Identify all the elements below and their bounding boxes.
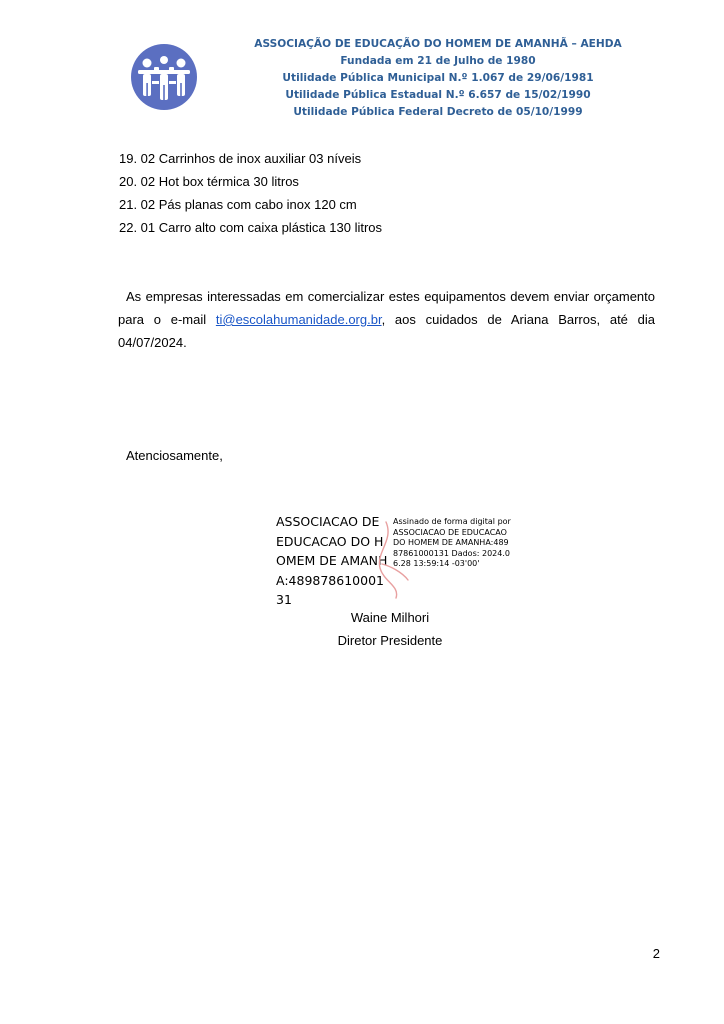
email-link[interactable]: ti@escolahumanidade.org.br bbox=[215, 312, 382, 327]
federal-utility: Utilidade Pública Federal Decreto de 05/10/1999 bbox=[293, 106, 583, 118]
signer-block bbox=[290, 606, 490, 652]
signer-title: Diretor Presidente bbox=[337, 633, 443, 648]
paragraph-text-end: , aos cuidados de Ariana Barros, até dia 04/07/2024. bbox=[118, 312, 655, 350]
organization-name: ASSOCIAÇÃO DE EDUCAÇÃO DO HOMEM DE AMANHÃ – AEHDA bbox=[254, 38, 622, 50]
list-item: 22. 01 Carro alto com caixa plástica 130 litros bbox=[119, 220, 383, 235]
signature-details: Assinado de forma digital por ASSOCIACAO DE EDUCACAO DO HOMEM DE AMANHA:48987861000131 Dados: 2024.06.28 13:59:14 -03'00' bbox=[393, 517, 511, 569]
signature-name: ASSOCIACAO DE EDUCACAO DO HOMEM DE AMANHA:48987861000131 bbox=[276, 514, 388, 607]
letterhead bbox=[218, 36, 658, 121]
founded-date: Fundada em 21 de Julho de 1980 bbox=[340, 55, 536, 67]
digital-signature bbox=[276, 512, 516, 606]
state-utility: Utilidade Pública Estadual N.º 6.657 de 15/02/1990 bbox=[285, 89, 591, 101]
list-item: 21. 02 Pás planas com cabo inox 120 cm bbox=[119, 197, 357, 212]
list-item: 20. 02 Hot box térmica 30 litros bbox=[119, 174, 299, 189]
municipal-utility: Utilidade Pública Municipal N.º 1.067 de 29/06/1981 bbox=[282, 72, 594, 84]
equipment-list bbox=[119, 147, 382, 239]
people-logo-icon bbox=[130, 43, 198, 111]
body-paragraph bbox=[118, 285, 655, 354]
closing-salutation: Atenciosamente, bbox=[126, 448, 223, 463]
signer-name: Waine Milhori bbox=[350, 610, 430, 625]
organization-logo bbox=[130, 43, 198, 111]
paragraph-text-start: As empresas interessadas em comercializar estes equipamentos devem enviar orçamento para o e-mail bbox=[118, 289, 655, 327]
list-item: 19. 02 Carrinhos de inox auxiliar 03 níveis bbox=[119, 151, 362, 166]
page-number: 2 bbox=[652, 946, 660, 961]
